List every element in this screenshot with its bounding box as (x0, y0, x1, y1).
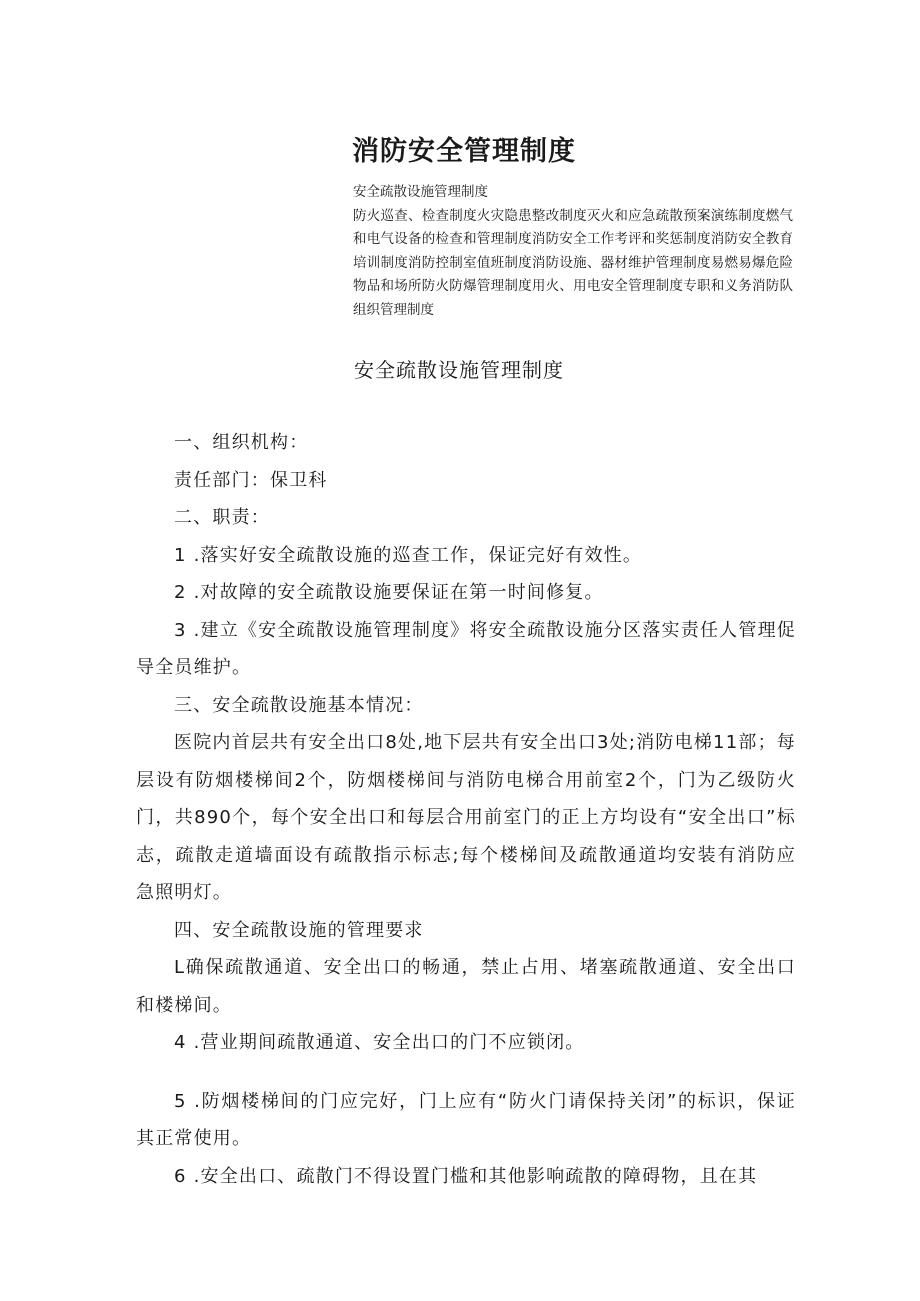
requirement-item-4: 4 .营业期间疏散通道、安全出口的门不应锁闭。 (174, 1032, 585, 1053)
document-title: 消防安全管理制度 (352, 136, 576, 167)
toc-body: 防火巡查、检查制度火灾隐患整改制度灭火和应急疏散预案演练制度燃气和电气设备的检查和管理制度消防安全工作考评和奖惩制度消防安全教育培训制度消防控制室值班制度消防设施、器材维护管理制度易燃易爆危险物品和场所防火防爆管理制度用火、用电安全管理制度专职和义务消防队组织管理制度 (353, 207, 793, 318)
requirement-item-l: L确保疏散通道、安全出口的畅通，禁止占用、堵塞疏散通道、安全出口和楼梯间。 (136, 957, 796, 1016)
heading-requirements: 四、安全疏散设施的管理要求 (174, 919, 424, 941)
table-of-contents (353, 181, 793, 322)
requirement-item-5: 5 .防烟楼梯间的门应完好，门上应有“防火门请保持关闭”的标识，保证其正常使用。 (136, 1090, 796, 1149)
heading-duties: 二、职责： (174, 507, 270, 528)
heading-organization: 一、组织机构： (174, 432, 309, 453)
section-title: 安全疏散设施管理制度 (354, 358, 564, 382)
heading-basic-info: 三、安全疏散设施基本情况： (174, 694, 424, 716)
duty-item-1: 1 .落实好安全疏散设施的巡查工作，保证完好有效性。 (174, 544, 643, 566)
duty-item-3: 3 .建立《安全疏散设施管理制度》将安全疏散设施分区落实责任人管理促导全员维护。 (136, 619, 796, 678)
basic-info-paragraph: 医院内首层共有安全出口8处,地下层共有安全出口3处;消防电梯11部；每层设有防烟楼梯间2个，防烟楼梯间与消防电梯合用前室2个，门为乙级防火门，共890个，每个安全出口和每层合用前室门的正上方均设有“安全出口”标志，疏散走道墙面设有疏散指示标志;每个楼梯间及疏散通道均安装有消防应急照明灯。 (136, 732, 796, 903)
duty-item-2: 2 .对故障的安全疏散设施要保证在第一时间修复。 (174, 582, 604, 603)
toc-first-line: 安全疏散设施管理制度 (353, 184, 488, 200)
requirement-item-6: 6 .安全出口、疏散门不得设置门槛和其他影响疏散的障碍物，且在其 (174, 1165, 758, 1187)
responsible-department: 责任部门：保卫科 (174, 469, 328, 491)
document-body (136, 424, 796, 1195)
